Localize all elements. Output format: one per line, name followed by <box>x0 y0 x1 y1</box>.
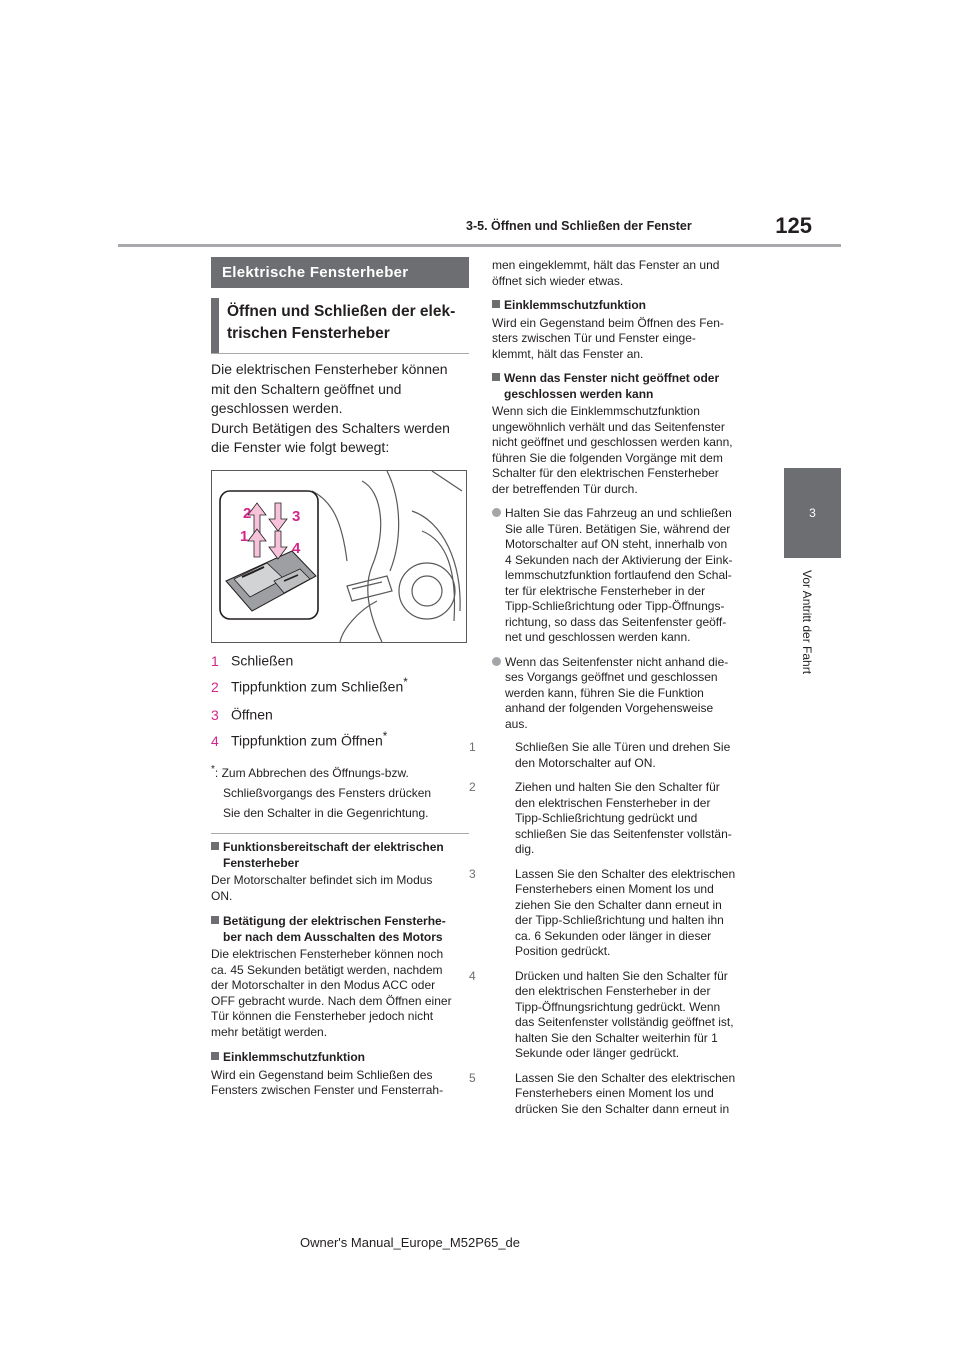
square-bullet-icon <box>211 916 219 924</box>
figure-label-3: 3 <box>292 508 301 525</box>
list-text: Öffnen <box>231 706 273 723</box>
intro-text <box>211 360 473 458</box>
list-text: Tippfunktion zum Öffnen <box>231 732 383 749</box>
step-number: 4 <box>469 968 476 983</box>
footer-text: Owner's Manual_Europe_M52P65_de <box>300 1235 521 1250</box>
circle-bullet-icon <box>492 508 501 517</box>
list-text: Tippfunktion zum Schließen <box>231 678 404 695</box>
step-number: 1 <box>469 740 476 754</box>
list-item <box>211 730 387 749</box>
intro-line: die Fenster wie folgt bewegt: <box>211 439 390 455</box>
chapter-label <box>800 570 820 690</box>
square-bullet-icon <box>492 373 500 381</box>
chapter-tab: 3 <box>784 468 841 558</box>
bullet-item: Wenn das Seitenfenster nicht anhand die- ses Vorgangs geöffnet und geschlossen werden kann, führen Sie die Funktion anhand der folgenden Vorgehensweise aus. <box>492 655 760 733</box>
figure-label-4: 4 <box>292 540 301 557</box>
note-heading: Funktionsbereitschaft der elektrischen Fensterheber <box>211 840 473 871</box>
list-num: 1 <box>211 652 219 669</box>
intro-line: Durch Betätigen des Schalters werden <box>211 419 450 436</box>
note-heading: Einklemmschutzfunktion <box>492 298 760 314</box>
intro-line: Die elektrischen Fensterheber können <box>211 361 448 377</box>
square-bullet-icon <box>211 842 219 850</box>
list-item <box>211 650 293 669</box>
circle-bullet-icon <box>492 657 501 666</box>
list-item <box>211 676 408 695</box>
step-number: 2 <box>469 780 476 794</box>
subheading-text <box>227 301 455 345</box>
subheading-accent <box>211 298 219 353</box>
page-number: 125 <box>775 213 812 238</box>
step-number: 3 <box>469 866 476 881</box>
section-title: 3-5. Öffnen und Schließen der Fenster <box>466 219 692 233</box>
note-body: Wenn sich die Einklemmschutzfunktion ungewöhnlich verhält und das Seitenfenster nicht geöffnet und geschlossen werden kann, führen Sie die folgenden Vorgänge mit dem Schalter für den elektrischen Fensterheber der betreffenden Tür durch. <box>492 404 733 496</box>
continued-text: men eingeklemmt, hält das Fenster an und öffnet sich wieder etwas. <box>492 258 720 288</box>
note-body: Der Motorschalter befindet sich im Modus ON. <box>211 873 433 903</box>
note-body: Wird ein Gegenstand beim Öffnen des Fen- sters zwischen Tür und Fenster einge- klemmt, hält das Fenster an. <box>492 315 724 361</box>
page-title: Elektrische Fensterheber <box>211 257 469 288</box>
footnote-line: Schließvorgangs des Fensters drücken <box>223 786 432 800</box>
window-switch-illustration <box>211 470 467 643</box>
notes-divider <box>211 833 469 834</box>
list-item <box>211 704 273 723</box>
step-item: 2 Ziehen und halten Sie den Schalter für den elektrischen Fensterheber in der Tipp-Schließrichtung gedrückt und schließen Sie das Seitenfenster vollstän- dig. <box>469 780 732 856</box>
square-bullet-icon <box>492 300 500 308</box>
footnote-marker: * <box>211 764 215 775</box>
list-star: * <box>403 676 408 689</box>
subheading-line: Öffnen und Schließen der elek- <box>227 303 456 320</box>
figure-label-2: 2 <box>243 505 252 522</box>
left-notes <box>211 840 473 1099</box>
bullet-item: Halten Sie das Fahrzeug an und schließen Sie alle Türen. Betätigen Sie, während der Motorschalter auf ON steht, innerhalb von 4 Sekunden nach der Aktivierung der Eink- lemmschutzfunktion fortlaufend den Schal- ter für elektrische Fensterheber in der Tipp-Schließrichtung oder Tipp-Öffnungs- richtung, so dass das Seitenfenster geöff- net und geschlossen werden kann. <box>492 506 760 646</box>
note-body: Wird ein Gegenstand beim Schließen des Fensters zwischen Fenster und Fensterrah- <box>211 1067 444 1097</box>
figure-label-1: 1 <box>240 528 249 545</box>
window-switch-drawing <box>212 471 466 642</box>
list-star: * <box>382 730 388 743</box>
header-divider <box>118 244 841 247</box>
list-text: Schließen <box>231 652 294 669</box>
note-heading: Einklemmschutzfunktion <box>211 1050 473 1066</box>
intro-line: geschlossen werden. <box>211 400 343 416</box>
subheading-line: trischen Fensterheber <box>227 325 390 342</box>
list-num: 4 <box>211 732 219 749</box>
step-item: 1 Schließen Sie alle Türen und drehen Sie den Motorschalter auf ON. <box>469 740 731 770</box>
note-heading: Wenn das Fenster nicht geöffnet oder geschlossen werden kann <box>492 371 760 402</box>
footnote-line: Zum Abbrechen des Öffnungs-bzw. <box>221 766 409 780</box>
list-num: 3 <box>211 706 219 723</box>
note-heading: Betätigung der elektrischen Fensterhe- ber nach dem Ausschalten des Motors <box>211 914 473 945</box>
subheading <box>211 298 469 354</box>
chapter-label-text: Vor Antritt der Fahrt <box>800 570 814 675</box>
list-num: 2 <box>211 678 219 695</box>
footnote-line: Sie den Schalter in die Gegenrichtung. <box>223 806 429 820</box>
step-item: 3 Lassen Sie den Schalter des elektrischen Fensterhebers einen Moment los und ziehen Sie den Schalter dann erneut in der Tipp-Schließrichtung und halten ihn ca. 6 Sekunden oder länger in dieser Position gedrückt. <box>469 866 736 958</box>
footnote: *: Zum Abbrechen des Öffnungs-bzw. Schließvorgangs des Fensters drücken Sie den Schalter in die Gegenrichtung. <box>211 760 473 823</box>
step-item: 4 Drücken und halten Sie den Schalter für den elektrischen Fensterheber in der Tipp-Öffnungsrichtung gedrückt. Wenn das Seitenfenster vollständig geöffnet ist, halten Sie den Schalter weiterhin für 1 Sekunde oder länger gedrückt. <box>469 968 734 1060</box>
intro-line: mit den Schaltern geöffnet und <box>211 380 402 397</box>
note-body: Die elektrischen Fensterheber können noch ca. 45 Sekunden betätigt werden, nachdem der Motorschalter in den Modus ACC oder OFF gebracht wurde. Nach dem Öffnen einer Tür können die Fensterheber jedoch nicht mehr betätigt werden. <box>211 947 452 1039</box>
square-bullet-icon <box>211 1052 219 1060</box>
step-number: 5 <box>469 1070 476 1085</box>
right-column <box>469 258 760 1117</box>
step-item: 5 Lassen Sie den Schalter des elektrischen Fensterhebers einen Moment los und drücken Sie den Schalter dann erneut in <box>469 1070 736 1116</box>
